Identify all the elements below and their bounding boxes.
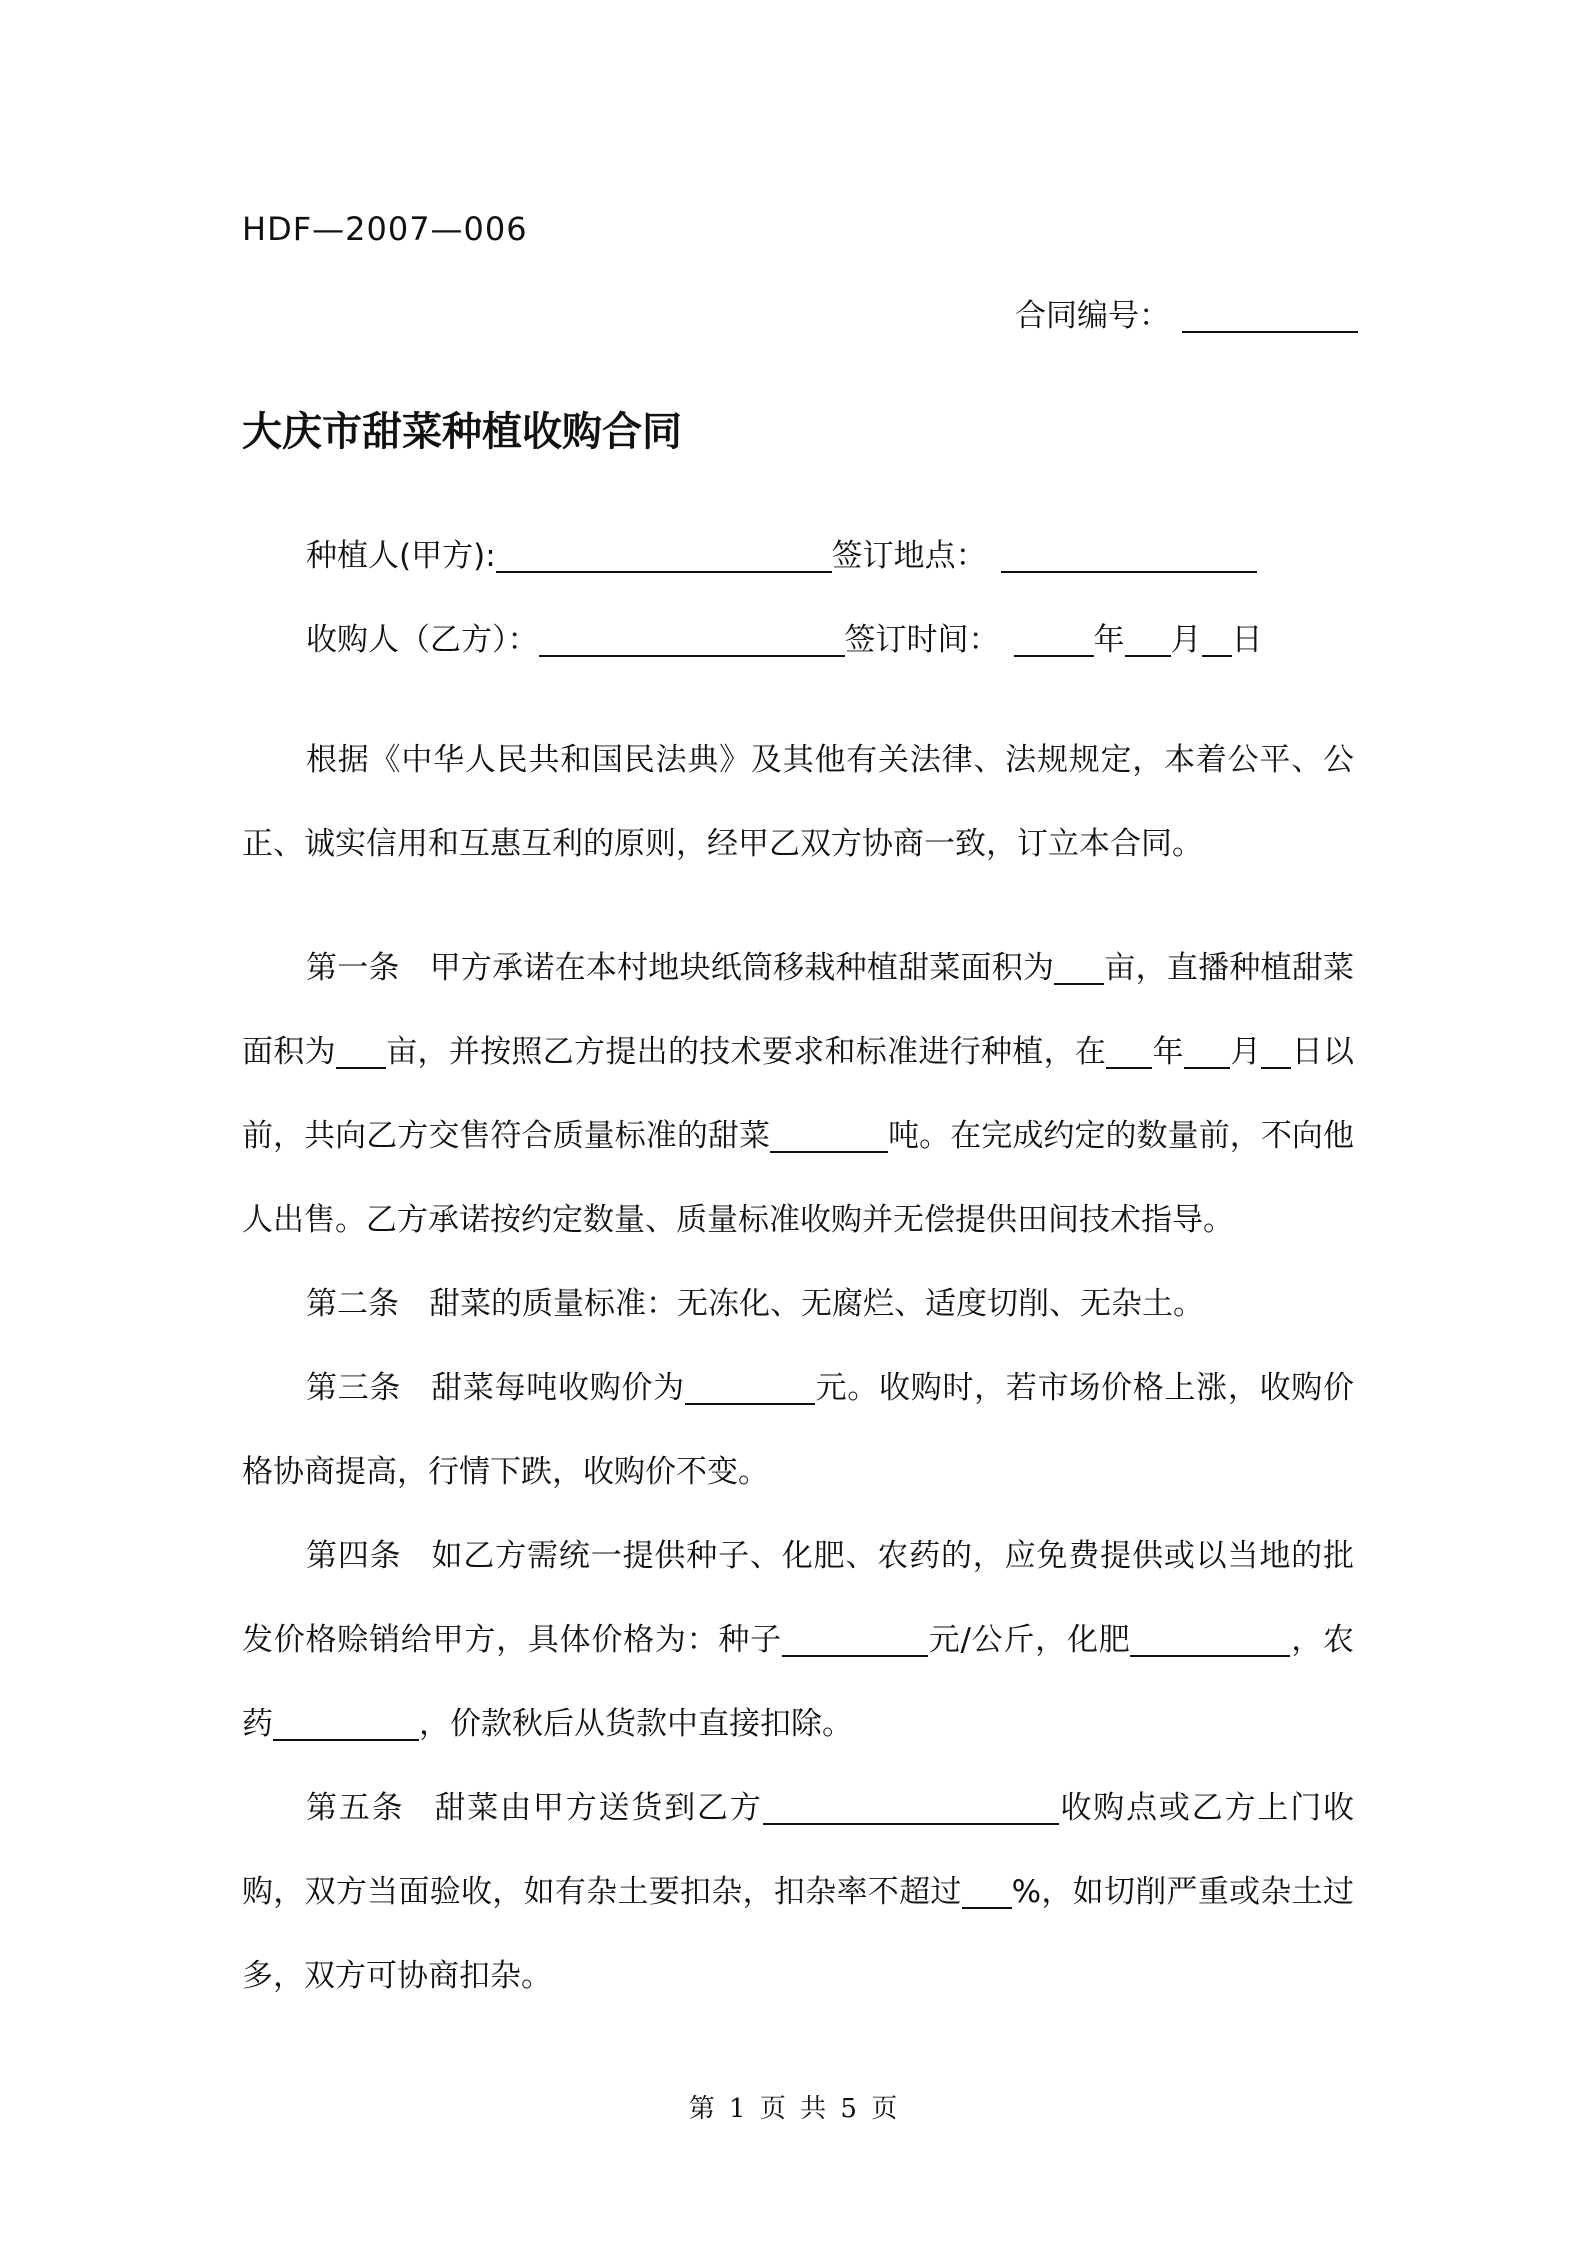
tonnage-blank[interactable] [770, 1117, 888, 1153]
article-5-text: 甜菜由甲方送货到乙方 [434, 1790, 763, 1826]
article-4-text: 元/公斤，化肥 [927, 1622, 1131, 1658]
sign-day-blank[interactable] [1202, 621, 1232, 657]
buyer-line [306, 614, 1263, 659]
grower-label: 种植人(甲方): [306, 538, 496, 574]
sign-place-label: 签订地点： [831, 538, 987, 574]
sign-year-label: 年 [1093, 622, 1125, 658]
sign-year-blank[interactable] [1014, 621, 1094, 657]
article-1-text: 亩，直播种植甜菜面积为 [242, 950, 1355, 1070]
price-per-ton-blank[interactable] [685, 1369, 815, 1405]
article-1 [242, 926, 1354, 1262]
deduction-rate-blank[interactable] [962, 1873, 1012, 1909]
article-1-text: 月 [1229, 1034, 1262, 1070]
article-1-number: 第一条 [306, 950, 400, 986]
sign-month-blank[interactable] [1125, 621, 1171, 657]
article-1-text: 吨。在完成约定的数量前，不向他人出售。乙方承诺按约定数量、质量标准收购并无偿提供田间技术指导。 [242, 1118, 1354, 1238]
contract-number-blank[interactable] [1182, 297, 1358, 333]
article-4-text: ，价款秋后从货款中直接扣除。 [419, 1706, 853, 1742]
article-3-text: 甜菜每吨收购价为 [431, 1370, 685, 1406]
article-5 [242, 1766, 1354, 2018]
buyer-label: 收购人（乙方）： [306, 622, 539, 658]
sign-time-label: 签订时间： [844, 622, 1000, 658]
fertilizer-price-blank[interactable] [1130, 1621, 1290, 1657]
deadline-year-blank[interactable] [1106, 1033, 1152, 1069]
article-2 [242, 1262, 1354, 1346]
article-5-text: 收购点或乙方上门收购，双方当面验收，如有杂土要扣杂，扣杂率不超过 [242, 1790, 1355, 1910]
article-4-text: 如乙方需统一提供种子、化肥、农药的，应免费提供或以当地的批发价格赊销给甲方，具体价格为：种子 [242, 1538, 1355, 1658]
document-title: 大庆市甜菜种植收购合同 [242, 409, 682, 455]
article-1-text: 亩，并按照乙方提出的技术要求和标准进行种植，在 [385, 1034, 1107, 1070]
article-5-text: %，如切削严重或杂土过多，双方可协商扣杂。 [242, 1874, 1354, 1994]
article-1-text: 甲方承诺在本村地块纸筒移栽种植甜菜面积为 [429, 950, 1055, 986]
buyer-blank[interactable] [539, 621, 845, 657]
article-1-text: 年 [1152, 1034, 1184, 1070]
article-1-text: 日以前，共向乙方交售符合质量标准的甜菜 [242, 1034, 1355, 1154]
direct-seed-area-blank[interactable] [336, 1033, 386, 1069]
delivery-location-blank[interactable] [763, 1789, 1059, 1825]
deadline-month-blank[interactable] [1184, 1033, 1230, 1069]
article-4-number: 第四条 [306, 1538, 402, 1574]
article-2-text: 甜菜的质量标准：无冻化、无腐烂、适度切削、无杂土。 [429, 1286, 1204, 1322]
contract-number-line [1015, 290, 1358, 335]
page-footer: 第 1 页 共 5 页 [688, 2094, 898, 2124]
sign-place-blank[interactable] [1001, 537, 1257, 573]
article-2-number: 第二条 [306, 1286, 399, 1322]
article-3-number: 第三条 [306, 1370, 402, 1406]
seed-price-blank[interactable] [782, 1621, 928, 1657]
pesticide-price-blank[interactable] [273, 1705, 419, 1741]
article-5-number: 第五条 [306, 1790, 405, 1826]
article-4-text: ，农药 [242, 1622, 1355, 1742]
grower-blank[interactable] [496, 537, 832, 573]
sign-day-label: 日 [1231, 622, 1263, 658]
article-3-text: 元。收购时，若市场价格上涨，收购价格协商提高，行情下跌，收购价不变。 [242, 1370, 1355, 1490]
deadline-day-blank[interactable] [1261, 1033, 1291, 1069]
document-code: HDF—2007—006 [242, 210, 528, 248]
transplant-area-blank[interactable] [1054, 949, 1104, 985]
article-4 [242, 1514, 1354, 1766]
article-3 [242, 1346, 1354, 1514]
contract-number-label: 合同编号： [1015, 298, 1170, 334]
sign-month-label: 月 [1170, 622, 1202, 658]
preamble-paragraph: 根据《中华人民共和国民法典》及其他有关法律、法规规定，本着公平、公正、诚实信用和互惠互利的原则，经甲乙双方协商一致，订立本合同。 [242, 742, 1354, 862]
grower-line [306, 530, 1257, 575]
